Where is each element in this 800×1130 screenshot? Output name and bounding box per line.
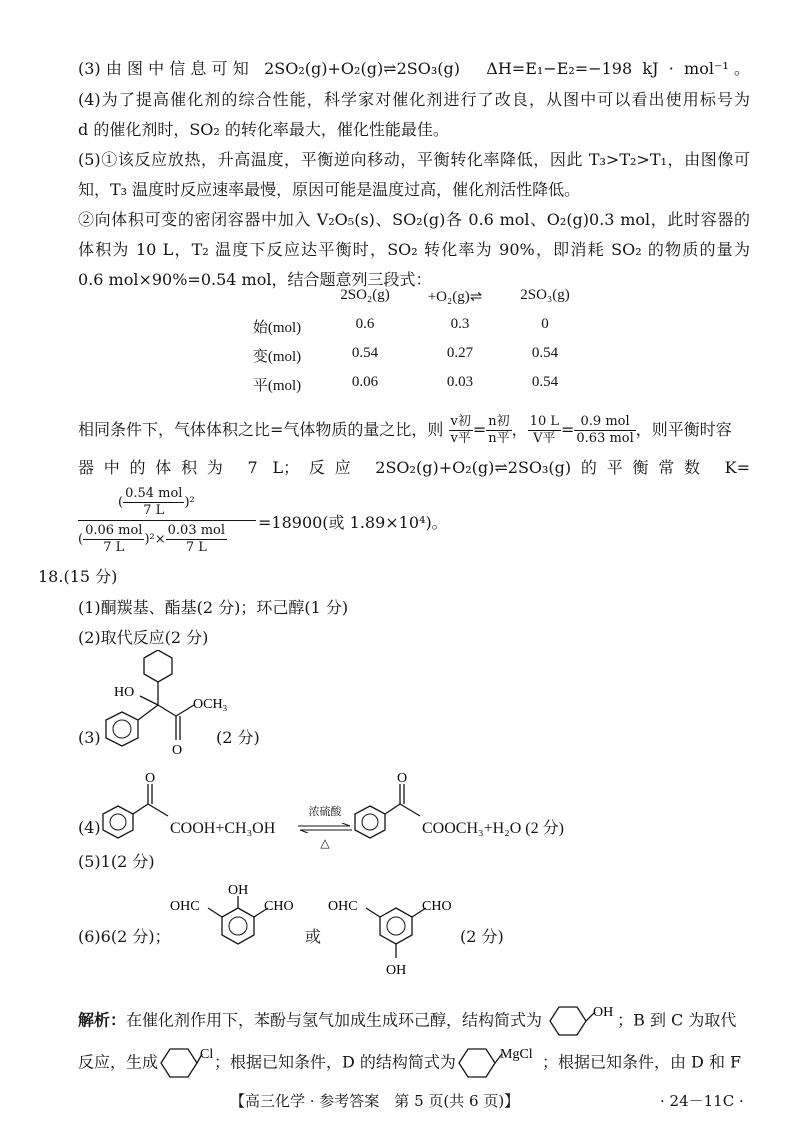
table-cell: 0.54 <box>531 374 559 390</box>
answer-18-6-label: (6)6(2 分)； <box>78 927 171 946</box>
answer-18-5: (5)1(2 分) <box>78 852 155 871</box>
fraction: $\frac{\text{n初}}{\text{n平}}$ <box>488 414 510 446</box>
svg-text:OH: OH <box>386 963 407 978</box>
answer-4-line1: (4)为了提高催化剂的综合性能，科学家对催化剂进行了改良，从图中可以看出使用标号为 <box>78 90 750 109</box>
answer-18-4-label: (4) <box>78 818 101 837</box>
cyclohexanol-structure <box>547 1004 617 1038</box>
fraction: $\frac{10 L}{\text{V平}}$ <box>529 414 559 446</box>
svg-text:HO: HO <box>114 685 135 700</box>
k-result: =18900(或 1.89×10⁴)。 <box>258 513 448 532</box>
or-connector: 或 <box>305 927 322 946</box>
table-row-label: 始(mol) <box>252 320 302 336</box>
table-cell: 0.03 <box>446 374 474 390</box>
acid-group: COOH <box>170 820 216 837</box>
table-cell: 0.06 <box>351 374 379 390</box>
svg-text:OHC: OHC <box>170 899 200 914</box>
svg-text:CHO: CHO <box>422 899 452 914</box>
table-row-label: 变(mol) <box>252 349 302 365</box>
table-cell: 0.3 <box>450 316 470 332</box>
answer-18-3-label: (3) <box>78 728 101 747</box>
equilibrium-constant-line: 器中的体积为 7 L；反应 2SO₂(g)+O₂(g)⇌2SO₃(g)的平衡常数 K= <box>78 458 750 477</box>
table-cell: 0 <box>541 316 549 332</box>
answer-5-line4: 体积为 10 L，T₂ 温度下反应达平衡时，SO₂ 转化率为 90%，即消耗 SO₂ 的物质的量为 <box>78 240 750 259</box>
table-cell: 0.27 <box>446 345 474 361</box>
answer-5-line5: 0.6 mol×90%=0.54 mol，结合题意列三段式： <box>78 270 432 289</box>
table-header: +O₂(g)⇌ <box>427 289 483 305</box>
reaction-arrow <box>298 806 352 849</box>
answer-18-3-score: (2 分) <box>216 728 260 747</box>
fraction: $\frac{\text{v初}}{\text{v平}}$ <box>450 414 471 446</box>
svg-text:OCH₃: OCH₃ <box>193 697 228 712</box>
svg-text:O: O <box>172 743 183 758</box>
catalyst-label: 浓硫酸 <box>308 805 342 818</box>
answer-4-line2: d 的催化剂时，SO₂ 的转化率最大，催化性能最佳。 <box>78 120 449 139</box>
svg-text:Cl: Cl <box>200 1047 214 1062</box>
svg-text:O: O <box>145 771 156 786</box>
table-header: 2SO₃(g) <box>520 287 570 303</box>
svg-text:OH: OH <box>593 1005 614 1020</box>
answer-5-line2: 知，T₃ 温度时反应速率最慢，原因可能是温度过高，催化剂活性降低。 <box>78 180 581 199</box>
chlorocyclohexane-structure <box>158 1046 214 1080</box>
footer-center: 【高三化学 · 参考答案 第 5 页(共 6 页)】 <box>230 1092 520 1110</box>
water-and-score: +H₂O (2 分) <box>483 820 564 837</box>
svg-text:CHO: CHO <box>264 899 294 914</box>
table-header: 2SO₂(g) <box>340 287 390 303</box>
answer-18-1: (1)酮羰基、酯基(2 分)；环己醇(1 分) <box>78 598 349 617</box>
svg-text:OH: OH <box>228 883 249 898</box>
answer-3: (3)由图中信息可知 2SO₂(g)+O₂(g)⇌2SO₃(g) ΔH=E₁−E₂=−198 kJ · mol⁻¹。 <box>78 59 750 78</box>
question-18-heading: 18.(15 分) <box>38 567 118 586</box>
footer-code: · 24－11C · <box>660 1092 744 1110</box>
methanol: +CH₃OH <box>215 820 276 837</box>
k-expression: ( $\frac{\text{0.54 mol}}{7 L}$ )² ( $\frac{\text{0.06 mol}}{7 L}$ )²× $\frac{\text{0.03 mol}}{7 L}$ =18900(或 1.89×10⁴)。 <box>78 486 448 555</box>
table-cell: 0.54 <box>531 345 559 361</box>
grignard-structure <box>456 1046 542 1080</box>
heat-symbol: △ <box>320 836 330 850</box>
volume-ratio-line: 相同条件下，气体体积之比=气体物质的量之比，则 $\frac{\text{v初}}{\text{v平}}$ = $\frac{\text{n初}}{\text{n平}}$ ， $\frac{10 L}{\text{V平}}$ = $\frac{\text{0.9 mol}}{\text{0.63 mol}}$ ，则平衡时容 <box>78 414 732 446</box>
table-cell: 0.6 <box>355 316 375 332</box>
answer-18-2: (2)取代反应(2 分) <box>78 628 209 647</box>
answer-5-line3: ②向体积可变的密闭容器中加入 V₂O₅(s)、SO₂(g)各 0.6 mol、O₂(g)0.3 mol，此时容器的 <box>78 210 750 229</box>
fraction: $\frac{\text{0.9 mol}}{\text{0.63 mol}}$ <box>576 414 634 446</box>
equilibrium-arrow-icon <box>298 823 352 833</box>
isomer-structure-1 <box>168 880 308 970</box>
answer-18-6-score: (2 分) <box>460 927 504 946</box>
ester-group: COOCH₃ <box>422 820 484 837</box>
table-row-label: 平(mol) <box>252 378 302 394</box>
svg-text:OHC: OHC <box>328 899 358 914</box>
explanation-line1: 解析：在催化剂作用下，苯酚与氢气加成生成环己醇，结构简式为 OH ；B 到 C 为取代 <box>78 1004 736 1038</box>
svg-text:MgCl: MgCl <box>499 1047 533 1062</box>
isomer-structure-2 <box>326 880 466 988</box>
explanation-line2: 反应，生成 Cl ；根据已知条件，D 的结构简式为 MgCl ；根据已知条件，由 D 和 F <box>78 1046 741 1080</box>
table-cell: 0.54 <box>351 345 379 361</box>
svg-text:O: O <box>397 771 408 786</box>
answer-5-line1: (5)①该反应放热，升高温度，平衡逆向移动，平衡转化率降低，因此 T₃>T₂>T₁，由图像可 <box>78 150 750 169</box>
